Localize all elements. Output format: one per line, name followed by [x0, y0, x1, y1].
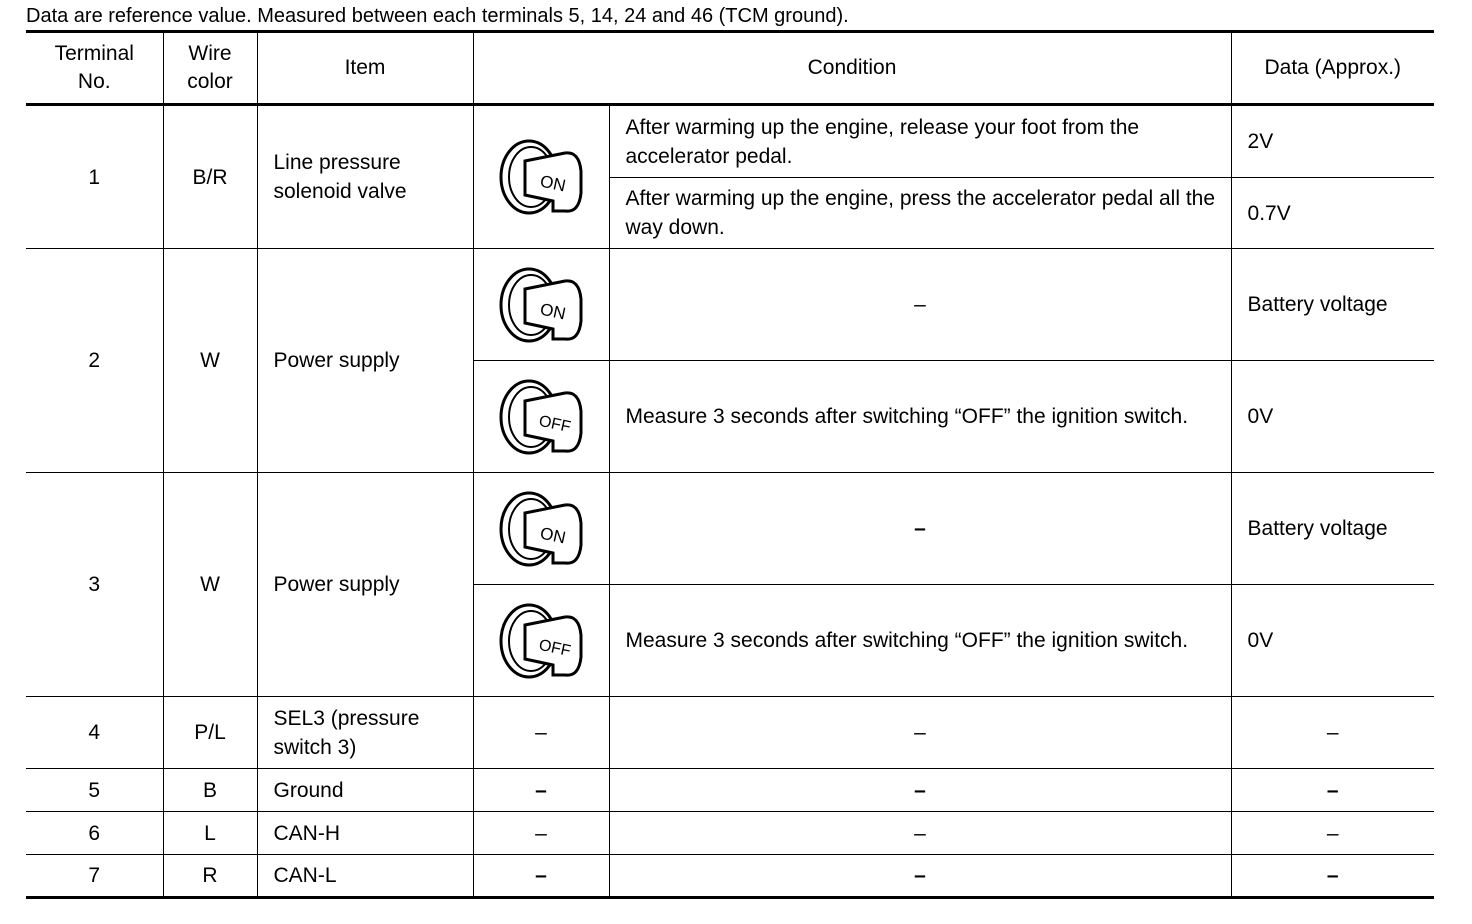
item-cell: CAN-H: [257, 812, 473, 855]
table-row: [26, 812, 1434, 855]
wire-color-cell: B: [163, 769, 257, 812]
table-row: [26, 855, 1434, 898]
condition-cell: –: [609, 249, 1231, 361]
item-cell: CAN-L: [257, 855, 473, 898]
condition-cell: After warming up the engine, release your foot from the accelerator pedal.: [609, 105, 1231, 178]
reference-note: Data are reference value. Measured between each terminals 5, 14, 24 and 46 (TCM ground).: [26, 5, 849, 27]
condition-cell: –: [609, 855, 1231, 898]
wire-color-cell: W: [163, 249, 257, 473]
terminal-cell: 6: [26, 812, 163, 855]
data-cell: –: [1231, 769, 1434, 812]
item-cell: Power supply: [257, 249, 473, 473]
terminal-cell: 1: [26, 105, 163, 249]
header-data: Data (Approx.): [1231, 32, 1434, 105]
condition-cell: –: [609, 697, 1231, 769]
ignition-key-off-icon: [495, 371, 587, 463]
table-row: [26, 105, 1434, 178]
header-item: Item: [257, 32, 473, 105]
wire-color-cell: W: [163, 473, 257, 697]
table-row: [26, 697, 1434, 769]
ignition-on-icon-cell: [473, 473, 609, 585]
header-terminal: Terminal No.: [26, 32, 163, 105]
condition-cell: Measure 3 seconds after switching “OFF” the ignition switch.: [609, 361, 1231, 473]
ignition-key-on-icon: [495, 131, 587, 223]
ignition-off-icon-cell: [473, 585, 609, 697]
terminal-cell: 3: [26, 473, 163, 697]
wire-color-cell: R: [163, 855, 257, 898]
terminal-table-wrapper: [26, 30, 1434, 899]
terminal-cell: 5: [26, 769, 163, 812]
icon-cell: –: [473, 697, 609, 769]
ignition-key-on-icon: [495, 483, 587, 575]
table-row: [26, 769, 1434, 812]
wire-color-cell: L: [163, 812, 257, 855]
condition-cell: Measure 3 seconds after switching “OFF” the ignition switch.: [609, 585, 1231, 697]
item-cell: SEL3 (pressure switch 3): [257, 697, 473, 769]
ignition-on-icon-cell: [473, 249, 609, 361]
data-cell: 0.7V: [1231, 178, 1434, 249]
condition-cell: –: [609, 769, 1231, 812]
wire-color-cell: B/R: [163, 105, 257, 249]
table-row: [26, 249, 1434, 361]
icon-cell: –: [473, 855, 609, 898]
terminal-table: [26, 30, 1434, 899]
icon-cell: –: [473, 769, 609, 812]
ignition-key-on-icon: [495, 259, 587, 351]
data-cell: –: [1231, 697, 1434, 769]
ignition-off-icon-cell: [473, 361, 609, 473]
item-cell: Ground: [257, 769, 473, 812]
data-cell: Battery voltage: [1231, 249, 1434, 361]
data-cell: 0V: [1231, 585, 1434, 697]
svg-text:OFF: OFF: [537, 636, 573, 660]
data-cell: 0V: [1231, 361, 1434, 473]
data-cell: –: [1231, 855, 1434, 898]
header-condition: Condition: [473, 32, 1231, 105]
condition-cell: –: [609, 812, 1231, 855]
table-row: [26, 473, 1434, 585]
icon-cell: –: [473, 812, 609, 855]
data-cell: Battery voltage: [1231, 473, 1434, 585]
svg-text:OFF: OFF: [537, 412, 573, 436]
ignition-key-off-icon: [495, 595, 587, 687]
header-wire-color: Wire color: [163, 32, 257, 105]
svg-text:ON: ON: [538, 171, 568, 196]
svg-text:ON: ON: [538, 299, 568, 323]
condition-cell: –: [609, 473, 1231, 585]
condition-cell: After warming up the engine, press the accelerator pedal all the way down.: [609, 178, 1231, 249]
terminal-cell: 2: [26, 249, 163, 473]
terminal-cell: 4: [26, 697, 163, 769]
svg-text:ON: ON: [538, 523, 568, 547]
item-cell: Line pressure solenoid valve: [257, 105, 473, 249]
data-cell: –: [1231, 812, 1434, 855]
item-cell: Power supply: [257, 473, 473, 697]
wire-color-cell: P/L: [163, 697, 257, 769]
terminal-cell: 7: [26, 855, 163, 898]
table-header-row: [26, 32, 1434, 105]
data-cell: 2V: [1231, 105, 1434, 178]
ignition-on-icon: [473, 105, 609, 249]
